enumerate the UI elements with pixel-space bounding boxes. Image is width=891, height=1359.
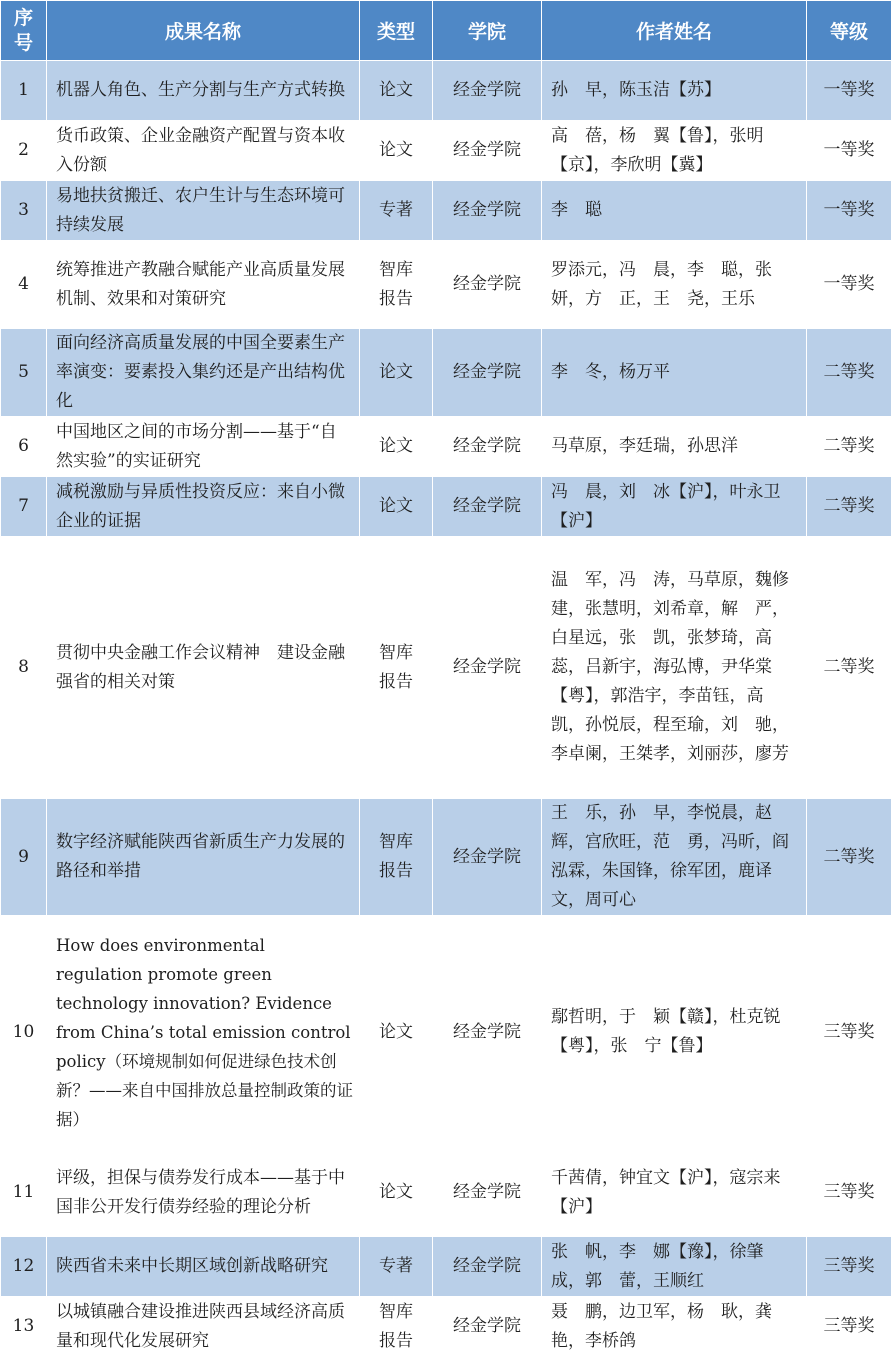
cell-num: 7 [1, 477, 47, 537]
cell-grade: 二等奖 [807, 329, 891, 417]
cell-college: 经金学院 [433, 916, 542, 1149]
cell-college: 经金学院 [433, 1297, 542, 1357]
table-row [1, 1149, 891, 1237]
cell-college: 经金学院 [433, 241, 542, 329]
header-grade: 等级 [807, 1, 891, 61]
cell-college: 经金学院 [433, 1237, 542, 1297]
cell-type: 智库报告 [360, 1297, 433, 1357]
table-row [1, 916, 891, 1149]
cell-title: 货币政策、企业金融资产配置与资本收入份额 [47, 121, 360, 181]
cell-college: 经金学院 [433, 329, 542, 417]
cell-college: 经金学院 [433, 181, 542, 241]
cell-title: 以城镇融合建设推进陕西县域经济高质量和现代化发展研究 [47, 1297, 360, 1357]
cell-authors: 温 军，冯 涛，马草原，魏修建，张慧明，刘希章，解 严，白星远，张 凯，张梦琦，高 蕊，吕新宇，海弘博，尹华棠【粤】，郭浩宇，李苗钰，高 凯，孙悦辰，程至瑜，刘 驰，李卓阑，王桀孝，刘丽莎，廖芳 [542, 537, 807, 799]
cell-grade: 二等奖 [807, 477, 891, 537]
cell-type: 论文 [360, 121, 433, 181]
cell-college: 经金学院 [433, 61, 542, 121]
cell-type: 论文 [360, 477, 433, 537]
cell-title: 易地扶贫搬迁、农户生计与生态环境可持续发展 [47, 181, 360, 241]
cell-type: 专著 [360, 181, 433, 241]
cell-grade: 三等奖 [807, 1149, 891, 1237]
header-college: 学院 [433, 1, 542, 61]
cell-college: 经金学院 [433, 121, 542, 181]
cell-num: 13 [1, 1297, 47, 1357]
cell-authors: 张 帆，李 娜【豫】，徐肇成，郭 蕾，王顺红 [542, 1237, 807, 1297]
cell-grade: 一等奖 [807, 241, 891, 329]
cell-title: 减税激励与异质性投资反应：来自小微企业的证据 [47, 477, 360, 537]
cell-num: 8 [1, 537, 47, 799]
cell-title: 统筹推进产教融合赋能产业高质量发展机制、效果和对策研究 [47, 241, 360, 329]
cell-title: 机器人角色、生产分割与生产方式转换 [47, 61, 360, 121]
cell-num: 10 [1, 916, 47, 1149]
header-title: 成果名称 [47, 1, 360, 61]
table-row [1, 241, 891, 329]
cell-num: 3 [1, 181, 47, 241]
cell-title: 评级，担保与债券发行成本——基于中国非公开发行债券经验的理论分析 [47, 1149, 360, 1237]
cell-title: 贯彻中央金融工作会议精神 建设金融强省的相关对策 [47, 537, 360, 799]
table-row [1, 181, 891, 241]
cell-grade: 一等奖 [807, 181, 891, 241]
cell-college: 经金学院 [433, 417, 542, 477]
header-authors: 作者姓名 [542, 1, 807, 61]
cell-type: 论文 [360, 61, 433, 121]
cell-type: 智库报告 [360, 241, 433, 329]
cell-type: 论文 [360, 329, 433, 417]
cell-type: 论文 [360, 916, 433, 1149]
cell-grade: 一等奖 [807, 121, 891, 181]
cell-num: 2 [1, 121, 47, 181]
cell-type: 论文 [360, 417, 433, 477]
cell-num: 5 [1, 329, 47, 417]
table-row [1, 537, 891, 799]
cell-authors: 王 乐，孙 早，李悦晨，赵 辉，宫欣旺，范 勇，冯昕，阎泓霖，朱国锋，徐军团，鹿译文，周可心 [542, 799, 807, 916]
table-row [1, 121, 891, 181]
table-row [1, 61, 891, 121]
cell-grade: 二等奖 [807, 799, 891, 916]
cell-type: 智库报告 [360, 537, 433, 799]
cell-type: 论文 [360, 1149, 433, 1237]
table-row [1, 1237, 891, 1297]
cell-college: 经金学院 [433, 537, 542, 799]
cell-title: How does environmental regulation promote green technology innovation? Evidence from China’s total emission control policy（环境规制如何促进绿色技术创新？——来自中国排放总量控制政策的证据） [47, 916, 360, 1149]
cell-title: 陕西省未来中长期区域创新战略研究 [47, 1237, 360, 1297]
cell-authors: 千茜倩，钟宜文【沪】，寇宗来【沪】 [542, 1149, 807, 1237]
cell-authors: 鄢哲明，于 颖【赣】，杜克锐【粤】，张 宁【鲁】 [542, 916, 807, 1149]
cell-authors: 聂 鹏，边卫军，杨 耿，龚艳，李桥鸽 [542, 1297, 807, 1357]
cell-grade: 三等奖 [807, 916, 891, 1149]
cell-num: 9 [1, 799, 47, 916]
table-row [1, 417, 891, 477]
cell-type: 智库报告 [360, 799, 433, 916]
cell-grade: 二等奖 [807, 537, 891, 799]
cell-authors: 罗添元，冯 晨，李 聪，张妍，方 正，王 尧，王乐 [542, 241, 807, 329]
cell-grade: 三等奖 [807, 1297, 891, 1357]
cell-college: 经金学院 [433, 477, 542, 537]
header-row [1, 1, 891, 61]
cell-title: 面向经济高质量发展的中国全要素生产率演变：要素投入集约还是产出结构优化 [47, 329, 360, 417]
cell-num: 4 [1, 241, 47, 329]
cell-authors: 李 冬，杨万平 [542, 329, 807, 417]
table-row [1, 477, 891, 537]
cell-grade: 一等奖 [807, 61, 891, 121]
table-row [1, 1297, 891, 1357]
cell-college: 经金学院 [433, 799, 542, 916]
cell-grade: 三等奖 [807, 1237, 891, 1297]
cell-num: 1 [1, 61, 47, 121]
header-type: 类型 [360, 1, 433, 61]
cell-num: 6 [1, 417, 47, 477]
table-row [1, 329, 891, 417]
cell-authors: 李 聪 [542, 181, 807, 241]
cell-num: 12 [1, 1237, 47, 1297]
cell-title: 中国地区之间的市场分割——基于“自然实验”的实证研究 [47, 417, 360, 477]
table-row [1, 799, 891, 916]
cell-authors: 高 蓓，杨 翼【鲁】，张明【京】，李欣明【冀】 [542, 121, 807, 181]
cell-college: 经金学院 [433, 1149, 542, 1237]
cell-authors: 马草原，李廷瑞，孙思洋 [542, 417, 807, 477]
header-num: 序 号 [1, 1, 47, 61]
cell-title: 数字经济赋能陕西省新质生产力发展的路径和举措 [47, 799, 360, 916]
cell-num: 11 [1, 1149, 47, 1237]
cell-type: 专著 [360, 1237, 433, 1297]
cell-authors: 孙 早，陈玉洁【苏】 [542, 61, 807, 121]
cell-authors: 冯 晨，刘 冰【沪】，叶永卫【沪】 [542, 477, 807, 537]
cell-grade: 二等奖 [807, 417, 891, 477]
